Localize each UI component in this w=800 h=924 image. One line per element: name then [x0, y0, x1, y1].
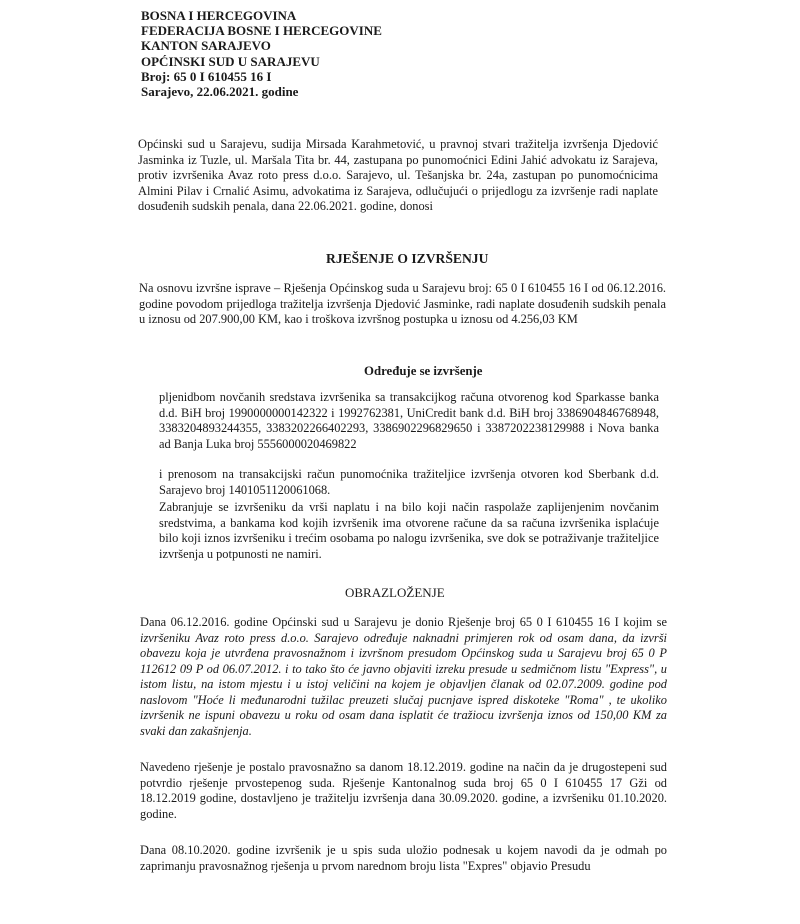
- basis-paragraph: Na osnovu izvršne isprave – Rješenja Općinskog suda u Sarajevu broj: 65 0 I 610455 16 I od 06.12.2016. godine povodom prijedloga tražitelja izvršenja Djedović Jasminke, radi naplate dosuđenih sudskih penala u iznosu od 207.900,00 KM, kao i troškova izvršnog postupka u iznosu od 4.256,03 KM: [139, 281, 666, 326]
- resolution-title: RJEŠENJE O IZVRŠENJU: [326, 251, 489, 266]
- header-case-number: Broj: 65 0 I 610455 16 I: [141, 68, 272, 84]
- ordered-title: Određuje se izvršenje: [364, 364, 483, 378]
- header-court: OPĆINSKI SUD U SARAJEVU: [141, 53, 320, 69]
- header-place-date: Sarajevo, 22.06.2021. godine: [141, 84, 299, 100]
- seizure-paragraph: pljenidbom novčanih sredstava izvršenika sa transakcijkog računa otvorenog kod Sparkasse banka d.d. BiH broj 1990000000142322 i 1992762381, UniCredit bank d.d. BiH broj 3386904846768948, 3383204893244355, 3383202266402293, 3386902296829650 i 3387202238129988 i Nova banka ad Banja Luka broj 5556000020469822: [159, 390, 659, 451]
- transfer-paragraph: i prenosom na transakcijski račun punomoćnika tražiteljice izvršenja otvoren kod Sberbank d.d. Sarajevo broj 1401051120061068.: [159, 467, 659, 497]
- header-canton: KANTON SARAJEVO: [141, 38, 271, 54]
- reasoning-1-italic: izvršeniku Avaz roto press d.o.o. Sarajevo određuje naknadni primjeren rok od osam dana, da izvrši obavezu koja je utvrđena pravosnažnom i izvršnom presudom Općinskog suda u Sarajevu broj 65 0 P 112612 09 P od 06.07.2012. i to tako što će javno objaviti izreku presude u sedmičnom listu "Express", u istom listu, na istom mjestu i u istoj veličini na kojem je objavljen članak od 02.07.2009. godine pod naslovom "Hoće li međunarodni tužilac preuzeti slučaj pucnjave ispred diskoteke "Roma" , te ukoliko izvršenik ne ispuni obavezu u roku od osam dana isplatit će tražiocu izvršenja iznos od 150,00 KM za svaki dan zakašnjenja.: [140, 630, 667, 738]
- reasoning-paragraph-3: Dana 08.10.2020. godine izvršenik je u spis suda uložio podnesak u kojem navodi da je odmah po zaprimanju pravosnažnog rješenja u prvom narednom broju lista "Expres" objavio Presudu: [140, 843, 667, 873]
- reasoning-1-plain: Dana 06.12.2016. godine Općinski sud u Sarajevu je donio Rješenje broj 65 0 I 610455 16 I kojim se: [140, 615, 667, 629]
- prohibition-paragraph: Zabranjuje se izvršeniku da vrši naplatu i na bilo koji način raspolaže zaplijenjenim novčanim sredstvima, a bankama kod kojih izvršenik ima otvorene račune da sa računa izvršenika isplaćuje bilo koji iznos izvršeniku i trećim osobama po nalogu izvršenika, sve dok se potraživanje tražiteljice izvršenja u potpunosti ne namiri.: [159, 500, 659, 561]
- header-federation: FEDERACIJA BOSNE I HERCEGOVINE: [141, 23, 382, 39]
- intro-paragraph: Općinski sud u Sarajevu, sudija Mirsada Karahmetović, u pravnoj stvari tražitelja izvršenja Djedović Jasminka iz Tuzle, ul. Maršala Tita br. 44, zastupana po punomoćnici Edini Jahić advokatu iz Sarajeva, protiv izvršenika Avaz roto press d.o.o. Sarajevo, ul. Tešanjska br. 24a, zastupan po punomoćnicima Almini Pilav i Crnalić Asimu, advokatima iz Sarajeva, odlučujući o prijedlogu za izvršenje radi naplate dosuđenih sudskih penala, dana 22.06.2021. godine, donosi: [138, 137, 658, 213]
- reasoning-paragraph-1: [140, 615, 667, 739]
- reasoning-paragraph-2: Navedeno rješenje je postalo pravosnažno sa danom 18.12.2019. godine na način da je drugostepeni sud potvrdio rješenje prvostepenog suda. Rješenje Kantonalnog suda broj 65 0 I 610455 17 Gži od 18.12.2019 godine, dostavljeno je tražitelju izvršenja dana 30.09.2020. godine, a izvršeniku 01.10.2020. godine.: [140, 760, 667, 821]
- header-country: BOSNA I HERCEGOVINA: [141, 8, 297, 23]
- court-header: [141, 8, 382, 99]
- reasoning-title: OBRAZLOŽENJE: [345, 585, 445, 600]
